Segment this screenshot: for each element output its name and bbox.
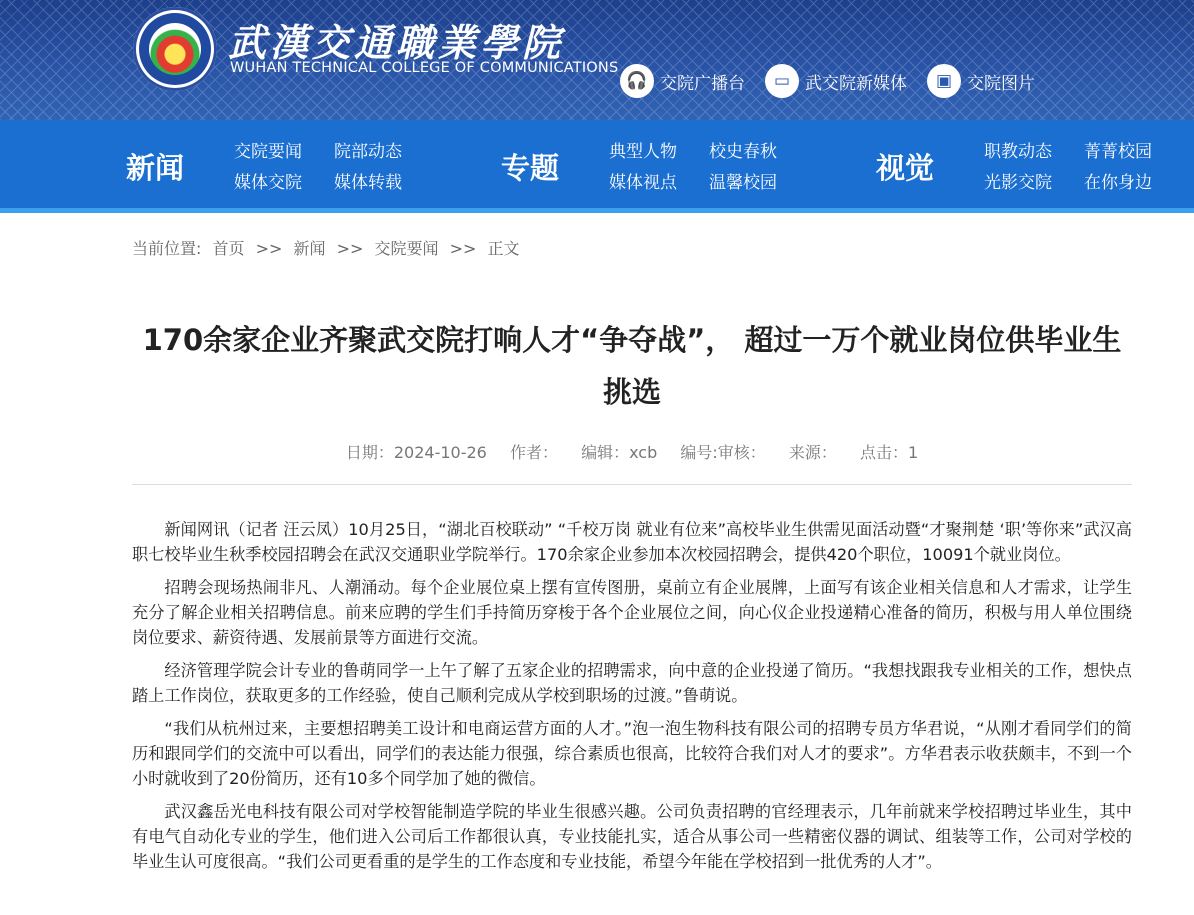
main-nav (0, 120, 1194, 213)
breadcrumb-highlights[interactable]: 交院要闻 (374, 239, 439, 258)
nav-item-news-4[interactable]: 媒体转载 (334, 173, 402, 193)
breadcrumb-sep: >> (336, 239, 364, 258)
nav-section-news[interactable]: 新闻 (126, 151, 185, 185)
nav-item-visual-2[interactable]: 菁菁校园 (1084, 142, 1152, 162)
site-header (0, 0, 1194, 120)
new-media-link-label: 武交院新媒体 (805, 73, 907, 94)
school-name-en: WUHAN TECHNICAL COLLEGE OF COMMUNICATIONS (230, 60, 619, 76)
article-paragraph: 新闻网讯（记者 汪云凤）10月25日，“湖北百校联动” “千校万岗 就业有位来”高校毕业生供需见面活动暨“才聚荆楚 ‘职’等你来”武汉高职七校毕业生秋季校园招聘会在武汉交通职业学院举行。170余家企业参加本次校园招聘会，提供420个职位，10091个就业岗位。 (132, 520, 1132, 564)
breadcrumb (132, 236, 526, 259)
article-paragraph: 招聘会现场热闹非凡、人潮涌动。每个企业展位桌上摆有宣传图册，桌前立有企业展牌，上面写有该企业相关信息和人才需求，让学生充分了解企业相关招聘信息。前来应聘的学生们手持简历穿梭于各个企业展位之间，向心仪企业投递精心准备的简历，积极与用人单位围绕岗位要求、薪资待遇、发展前景等方面进行交流。 (132, 578, 1132, 647)
article-meta (132, 440, 1132, 463)
pictures-link[interactable] (927, 64, 1035, 98)
school-logo-icon[interactable] (133, 7, 217, 91)
nav-item-topic-2[interactable]: 校史春秋 (709, 142, 777, 162)
header-links (620, 64, 1035, 98)
breadcrumb-news[interactable]: 新闻 (293, 239, 326, 258)
breadcrumb-sep: >> (449, 239, 477, 258)
school-name-cn: 武漢交通職業學院 (228, 20, 565, 65)
nav-item-news-2[interactable]: 院部动态 (334, 142, 402, 162)
article-paragraph: 经济管理学院会计专业的鲁萌同学一上午了解了五家企业的招聘需求，向中意的企业投递了简历。“我想找跟我专业相关的工作，想快点踏上工作岗位，获取更多的工作经验，使自己顺利完成从学校到职场的过渡。”鲁萌说。 (132, 661, 1132, 705)
meta-date: 日期：2024-10-26 (345, 443, 487, 462)
nav-section-topic[interactable]: 专题 (501, 151, 560, 185)
nav-item-visual-3[interactable]: 光影交院 (984, 173, 1052, 193)
nav-item-visual-1[interactable]: 职教动态 (984, 142, 1052, 162)
article-title: 170余家企业齐聚武交院打响人才“争夺战”， 超过一万个就业岗位供毕业生挑选 (142, 323, 1122, 409)
nav-item-visual-4[interactable]: 在你身边 (1084, 173, 1152, 193)
headphones-icon: 🎧 (620, 64, 654, 98)
new-media-link[interactable] (765, 64, 907, 98)
pictures-link-label: 交院图片 (967, 73, 1035, 94)
meta-author: 作者： (509, 443, 558, 462)
nav-section-visual[interactable]: 视觉 (876, 151, 935, 185)
nav-item-topic-4[interactable]: 温馨校园 (709, 173, 777, 193)
nav-item-news-3[interactable]: 媒体交院 (234, 173, 302, 193)
article-paragraph: 武汉鑫岳光电科技有限公司对学校智能制造学院的毕业生很感兴趣。公司负责招聘的官经理表示，几年前就来学校招聘过毕业生，其中有电气自动化专业的学生，他们进入公司后工作都很认真，专业技能扎实，适合从事公司一些精密仪器的调试、组装等工作，公司对学校的毕业生认可度很高。“我们公司更看重的是学生的工作态度和专业技能，希望今年能在学校招到一批优秀的人才”。 (132, 802, 1132, 871)
breadcrumb-sep: >> (255, 239, 283, 258)
meta-reviewer: 编号:审核： (680, 443, 766, 462)
meta-editor: 编辑：xcb (581, 443, 658, 462)
radio-link[interactable] (620, 64, 745, 98)
meta-clicks: 点击：1 (859, 443, 919, 462)
article-body (132, 517, 1132, 882)
breadcrumb-current: 正文 (487, 239, 520, 258)
breadcrumb-prefix: 当前位置: (132, 239, 202, 258)
radio-link-label: 交院广播台 (660, 73, 745, 94)
divider (132, 484, 1132, 485)
nav-item-news-1[interactable]: 交院要闻 (234, 142, 302, 162)
nav-item-topic-3[interactable]: 媒体视点 (609, 173, 677, 193)
meta-source: 来源： (788, 443, 837, 462)
monitor-icon: ▭ (765, 64, 799, 98)
picture-icon: ▣ (927, 64, 961, 98)
breadcrumb-home[interactable]: 首页 (212, 239, 245, 258)
nav-item-topic-1[interactable]: 典型人物 (609, 142, 677, 162)
article-paragraph: “我们从杭州过来，主要想招聘美工设计和电商运营方面的人才。”泡一泡生物科技有限公司的招聘专员方华君说，“从刚才看同学们的简历和跟同学们的交流中可以看出，同学们的表达能力很强，综合素质也很高，比较符合我们对人才的要求”。方华君表示收获颇丰，不到一个小时就收到了20份简历，还有10多个同学加了她的微信。 (132, 719, 1132, 788)
